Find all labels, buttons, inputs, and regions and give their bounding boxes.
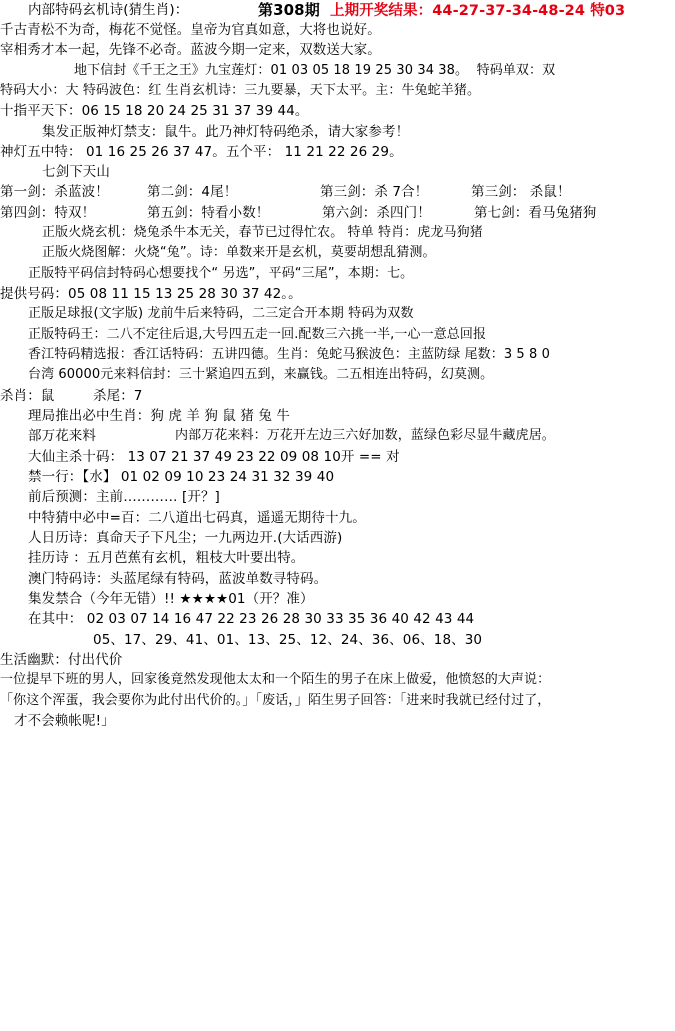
among-line: 在其中： 02 03 07 14 16 47 22 23 26 28 30 33 35 36 40 42 43 44 — [28, 611, 475, 627]
forbidden-combo-line: 集发禁合（今年无错）!! ★★★★01（开？准） — [28, 591, 314, 607]
football-paper-line: 正版足球报(文字版) 龙前牛后来特码，二三定合开本期 特码为双数 — [28, 306, 414, 321]
macau-poem-line: 澳门特码诗：头蓝尾绿有特码，蓝波单数寻特码。 — [28, 571, 328, 587]
last-draw-result: 上期开奖结果：44-27-37-34-48-24 特03 — [330, 3, 626, 19]
seven-swords-title: 七剑下天山 — [42, 164, 110, 180]
special-king-line: 正版特码王：二八不定往后退,大号四五走一回.配数三六挑一半,一心一意总回报 — [28, 327, 487, 342]
special-envelope-line: 正版特平码信封特码心想要找个“ 另选”，平码“三尾”，本期：七。 — [28, 266, 414, 281]
sword-4: 第四剑：特双！ — [0, 205, 96, 221]
provided-numbers-line: 提供号码：05 08 11 15 13 25 28 30 37 42。。 — [0, 286, 302, 302]
poem-line-1: 千古青松不为奇，梅花不觉怪。皇帝为官真如意，大将也说好。 — [0, 22, 381, 38]
wanhua-label: 部万花来料 — [28, 428, 96, 444]
sword-7: 第七剑：看马兔猪狗 — [474, 205, 597, 221]
humor-line-3: 才不会赖帐呢!」 — [14, 713, 115, 729]
humor-title: 生活幽默：付出代价 — [0, 652, 123, 668]
wanhua-line: 内部万花来料：万花开左边三六好加数，蓝绿色彩尽显牛藏虎居。 — [175, 428, 555, 443]
underground-envelope: 地下信封《千王之王》九宝莲灯：01 03 05 18 19 25 30 34 38。 特码单双：双 — [74, 63, 556, 78]
person-day-line: 人日历诗：真命天子下凡尘；一九两边开.(大话西游) — [28, 530, 343, 546]
calendar-poem-line: 挂历诗 ：五月芭蕉有玄机，粗枝大叶要出特。 — [28, 550, 305, 566]
sword-5: 第五剑：特看小数！ — [147, 205, 270, 221]
taiwan-envelope-line: 台湾 60000元来料信封：三十紧追四五到，来赢钱。二五相连出特码，幻莫测。 — [28, 367, 494, 382]
kill-zodiac: 杀肖：鼠 — [0, 388, 55, 404]
fire-riddle-line: 正版火烧玄机：烧兔杀牛本无关，春节已过得忙农。 特单 特肖：虎龙马狗猪 — [42, 225, 483, 240]
sword-3a: 第三剑：杀 7合！ — [320, 184, 429, 200]
hongkong-paper-line: 香江特码精选报：香江话特码：五讲四德。生肖：兔蛇马猴波色：主蓝防绿 尾数：3 5 8 0 — [28, 347, 551, 362]
sure-hundred-line: 中特猜中必中=百：二八道出七码真，遥遥无期待十九。 — [28, 510, 366, 526]
ten-fingers-line: 十指平天下：06 15 18 20 24 25 31 37 39 44。 — [0, 103, 309, 119]
sure-zodiac-line: 理局推出必中生肖：狗 虎 羊 狗 鼠 猪 兔 牛 — [28, 408, 290, 424]
humor-line-2: 「你这个浑蛋，我会要你为此付出代价的。」「废话，」陌生男子回答：「进来时我就已经付过了， — [0, 693, 551, 708]
among-line-2: 05、17、29、41、01、13、25、12、24、36、06、18、30 — [93, 632, 483, 648]
front-back-line: 前后预测：主前………… [开？] — [28, 489, 220, 505]
sword-3b: 第三剑： 杀鼠！ — [471, 184, 571, 200]
forbid-row-line: 禁一行：【水】 01 02 09 10 23 24 31 32 39 40 — [28, 469, 335, 485]
fire-diagram-line: 正版火烧图解：火烧“兔”。诗：单数来开是玄机，莫要胡想乱猜测。 — [42, 245, 436, 260]
sword-2: 第二剑：4尾！ — [147, 184, 238, 200]
sword-1: 第一剑：杀蓝波！ — [0, 184, 109, 200]
kill-tail: 杀尾：7 — [93, 388, 143, 404]
poem-line-2: 宰相秀才本一起，先锋不必奇。蓝波今期一定来，双数送大家。 — [0, 42, 381, 58]
poem-title: 内部特码玄机诗(猜生肖)： — [28, 2, 189, 18]
sword-6: 第六剑：杀四门！ — [322, 205, 431, 221]
immortal-kill-line: 大仙主杀十码： 13 07 21 37 49 23 22 09 08 10开 == 对 — [28, 449, 400, 465]
size-color-line: 特码大小：大 特码波色：红 生肖玄机诗：三九要暴，天下太平。主：牛兔蛇羊猪。 — [0, 83, 481, 98]
lamp-five-line: 神灯五中特： 01 16 25 26 37 47。五个平： 11 21 22 26 29。 — [0, 144, 403, 160]
issue-number: 第308期 — [258, 1, 320, 19]
lamp-forbidden-line: 集发正版神灯禁支：鼠牛。此乃神灯特码绝杀，请大家参考！ — [42, 124, 410, 140]
humor-line-1: 一位提早下班的男人，回家後竟然发现他太太和一个陌生的男子在床上做爱，他愤怒的大声说： — [0, 672, 551, 687]
